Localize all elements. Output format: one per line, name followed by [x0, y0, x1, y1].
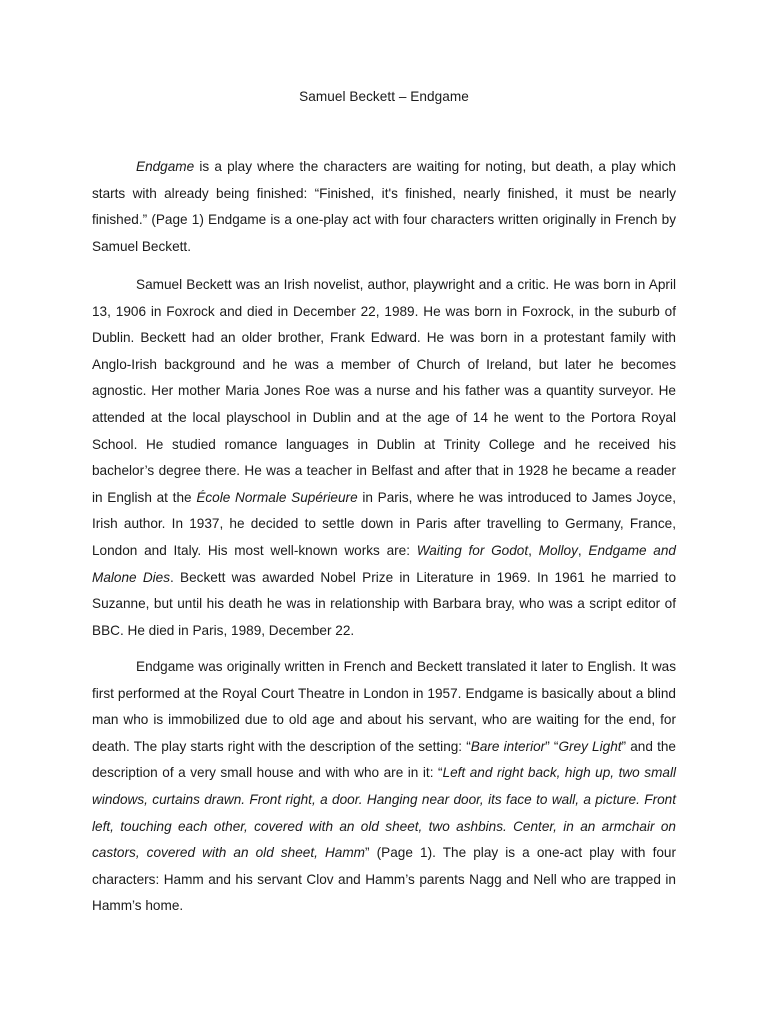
text-segment: Endgame and Malone Dies [92, 542, 676, 585]
text-segment: ” and the description of a very small house and with who are in it: “ [92, 738, 676, 781]
text-segment: . Beckett was awarded Nobel Prize in Literature in 1969. In 1961 he married to Suzanne, but until his death he was in relationship with Barbara bray, who was a script editor of BBC. He died in Paris, 1989, December 22. [92, 569, 677, 638]
paragraph-intro [92, 154, 676, 260]
text-segment: Endgame was originally written in French and Beckett translated it later to English. It was first performed at the Royal Court Theatre in London in 1957. Endgame is basically about a blind man who is immobilized due to old age and about his servant, who are waiting for the end, for death. The play starts right with the description of the setting: “ [92, 659, 676, 754]
text-segment: École Normale Supérieure [196, 489, 358, 505]
text-segment: Samuel Beckett was an Irish novelist, author, playwright and a critic. He was born in April 13, 1906 in Foxrock and died in December 22, 1989. He was born in Foxrock, in the suburb of Dublin. Beckett had an older brother, Frank Edward. He was born in a protestant family with Anglo-Irish background and he was a member of Church of Ireland, but later he becomes agnostic. Her mother Maria Jones Roe was a nurse and his father was a quantity surveyor. He attended at the local playschool in Dublin and at the age of 14 he went to the Portora Royal School. He studied romance languages in Dublin at Trinity College and he received his bachelor’s degree there. He was a teacher in Belfast and after that in 1928 he became a reader in English at the [92, 277, 676, 505]
paragraph-play-summary [92, 654, 676, 920]
text-segment: , [577, 542, 589, 558]
text-segment: ” “ [545, 738, 559, 754]
text-segment: Endgame [136, 159, 195, 174]
document-title: Samuel Beckett – Endgame [299, 89, 469, 104]
text-segment: is a play where the characters are waiting for noting, but death, a play which starts with already being finished: “Finished, it's finished, nearly finished, it must be nearly finished.” (Page 1) Endgame is a one-play act with four characters written originally in French by Samuel Beckett. [92, 159, 676, 254]
text-segment: Left and right back, high up, two small windows, curtains drawn. Front right, a door. Hanging near door, its face to wall, a picture. Front left, touching each other, covered with an old sheet, two ashbins. Center, in an armchair on castors, covered with an old sheet, Hamm [92, 765, 676, 861]
paragraph-biography [92, 272, 676, 644]
text-segment: ” (Page 1). The play is a one-act play with four characters: Hamm and his servant Clov and Hamm’s parents Nagg and Nell who are trapped in Hamm’s home. [92, 845, 676, 914]
text-segment: in Paris, where he was introduced to James Joyce, Irish author. In 1937, he decided to settle down in Paris after travelling to Germany, France, London and Italy. His most well-known works are: [92, 489, 676, 558]
text-segment: Molloy [538, 542, 578, 558]
text-segment: Bare interior [470, 738, 546, 754]
text-segment: Waiting for Godot [416, 542, 529, 558]
text-segment: Grey Light [558, 738, 622, 754]
text-segment: , [528, 542, 539, 558]
